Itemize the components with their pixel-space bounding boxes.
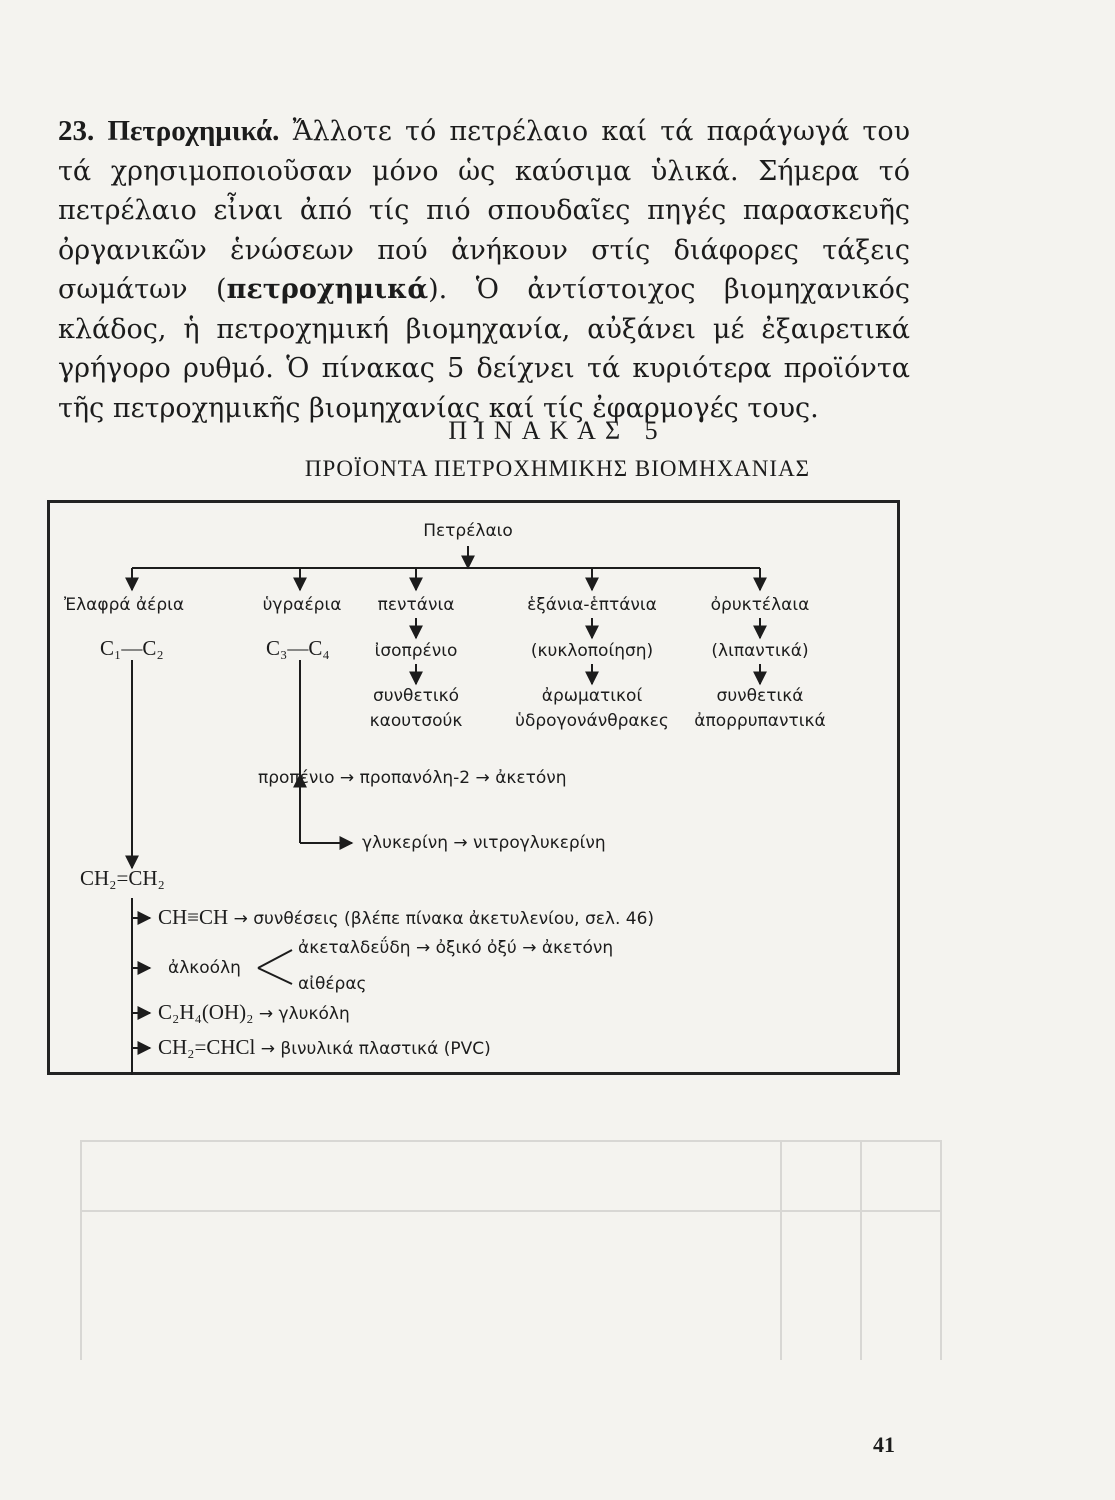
arrow-icon: → bbox=[233, 909, 248, 929]
glycol-formula: C₂H₄(OH)₂ bbox=[158, 1000, 254, 1024]
table-subtitle: ΠΡΟΪΟΝΤΑ ΠΕΤΡΟΧΗΜΙΚΗΣ ΒΙΟΜΗΧΑΝΙΑΣ bbox=[304, 456, 811, 481]
table-title: ΠΙΝΑΚΑΣ 5 bbox=[448, 416, 667, 445]
bold-term: πετροχημικά bbox=[226, 274, 429, 305]
acetone-label-2: ἀκετόνη bbox=[541, 938, 614, 958]
synthetic-detergents-line-1: συνθετικά bbox=[716, 686, 804, 706]
ethylene-formula: CH₂=CH₂ bbox=[80, 866, 165, 890]
nitroglycerine-label: νιτρογλυκερίνη bbox=[473, 833, 606, 853]
vinyl-chloride-formula: CH₂=CHCl bbox=[158, 1035, 256, 1059]
fraction-light-gases: Ἐλαφρά ἀέρια bbox=[64, 595, 185, 615]
section-title: Πετροχημικά. bbox=[107, 115, 280, 147]
formula-c1-c2: C₁—C₂ bbox=[100, 636, 164, 660]
fraction-pentanes: πεντάνια bbox=[377, 595, 455, 615]
arrow-icon: → bbox=[453, 833, 468, 853]
petroleum-root: Πετρέλαιο bbox=[423, 521, 513, 541]
syntheses-label: συνθέσεις (βλέπε πίνακα ἀκετυλενίου, σελ. 46) bbox=[253, 909, 655, 929]
arrow-icon: → bbox=[522, 938, 537, 958]
cyclization-label: (κυκλοποίηση) bbox=[530, 641, 654, 661]
page-number: 41 bbox=[873, 1432, 895, 1457]
formula-c3-c4: C₃—C₄ bbox=[266, 636, 330, 660]
fraction-hexanes-heptanes: ἑξάνια-ἑπτάνια bbox=[527, 595, 657, 615]
acetaldehyde-label: ἀκεταλδεΰδη bbox=[298, 938, 411, 958]
acetone-label: ἀκετόνη bbox=[495, 768, 567, 788]
propene-chain bbox=[258, 768, 567, 788]
acetic-acid-label: ὀξικό ὀξύ bbox=[435, 938, 517, 958]
paragraph-text-1: Ἄλλοτε τό πετρέλαιο καί τά παράγωγά του τά χρησιμοποιοῦσαν μόνο ὡς καύσιμα ὑλικά. Σήμερα τό πετρέλαιο εἶναι ἀπό τίς πιό σπουδαῖες πηγές παρασκευῆς ὀργανικῶν ἑνώσεων πού ἀνήκουν στίς διάφορες τάξεις σωμάτων ( bbox=[58, 116, 910, 305]
vinyl-plastics-label: βινυλικά πλαστικά (PVC) bbox=[280, 1039, 491, 1059]
paragraph-text-2: ). Ὁ ἀντίστοιχος βιομηχανικός κλάδος, ἡ πετροχημική βιομηχανία, αὐξάνει μέ ἐξαιρετικά γρήγορο ρυθμό. Ὁ πίνακας 5 δείχνει τά κυριότερα προϊόντα τῆς πετροχημικῆς βιομηχανίας καί τίς ἐφαρμογές τους. bbox=[58, 274, 910, 424]
propene-label: προπένιο bbox=[258, 768, 335, 788]
glycerine-chain bbox=[362, 833, 606, 853]
section-number: 23. bbox=[58, 115, 95, 147]
acetylene-formula: CH≡CH bbox=[158, 905, 229, 929]
acetylene-chain bbox=[158, 905, 654, 930]
arrow-icon: → bbox=[260, 1039, 276, 1059]
synthetic-detergents-line-2: ἀπορρυπαντικά bbox=[694, 711, 826, 731]
arrow-icon: → bbox=[475, 768, 490, 788]
arrow-icon: → bbox=[339, 768, 355, 788]
acetaldehyde-chain bbox=[298, 938, 613, 958]
synthetic-rubber-line-1: συνθετικό bbox=[372, 686, 460, 706]
lubricants-label: (λιπαντικά) bbox=[711, 641, 809, 661]
fraction-liquid-gases: ὑγραέρια bbox=[262, 595, 342, 615]
pvc-chain bbox=[158, 1035, 491, 1060]
propanol-label: προπανόλη-2 bbox=[359, 768, 471, 788]
glycol-label: γλυκόλη bbox=[278, 1004, 350, 1024]
glycerine-label: γλυκερίνη bbox=[362, 833, 448, 853]
ether-label: αἰθέρας bbox=[298, 974, 367, 994]
fraction-mineral-oils: ὀρυκτέλαια bbox=[710, 595, 810, 615]
isoprene-label: ἰσοπρένιο bbox=[374, 641, 458, 661]
aromatic-hydrocarbons-line-1: ἀρωματικοί bbox=[541, 686, 643, 706]
synthetic-rubber-line-2: καουτσούκ bbox=[369, 711, 463, 731]
arrow-icon: → bbox=[415, 938, 431, 958]
alcohol-label: ἀλκοόλη bbox=[168, 958, 241, 978]
glycol-chain bbox=[158, 1000, 350, 1025]
arrow-icon: → bbox=[258, 1004, 274, 1024]
aromatic-hydrocarbons-line-2: ὑδρογονάνθρακες bbox=[515, 711, 669, 731]
